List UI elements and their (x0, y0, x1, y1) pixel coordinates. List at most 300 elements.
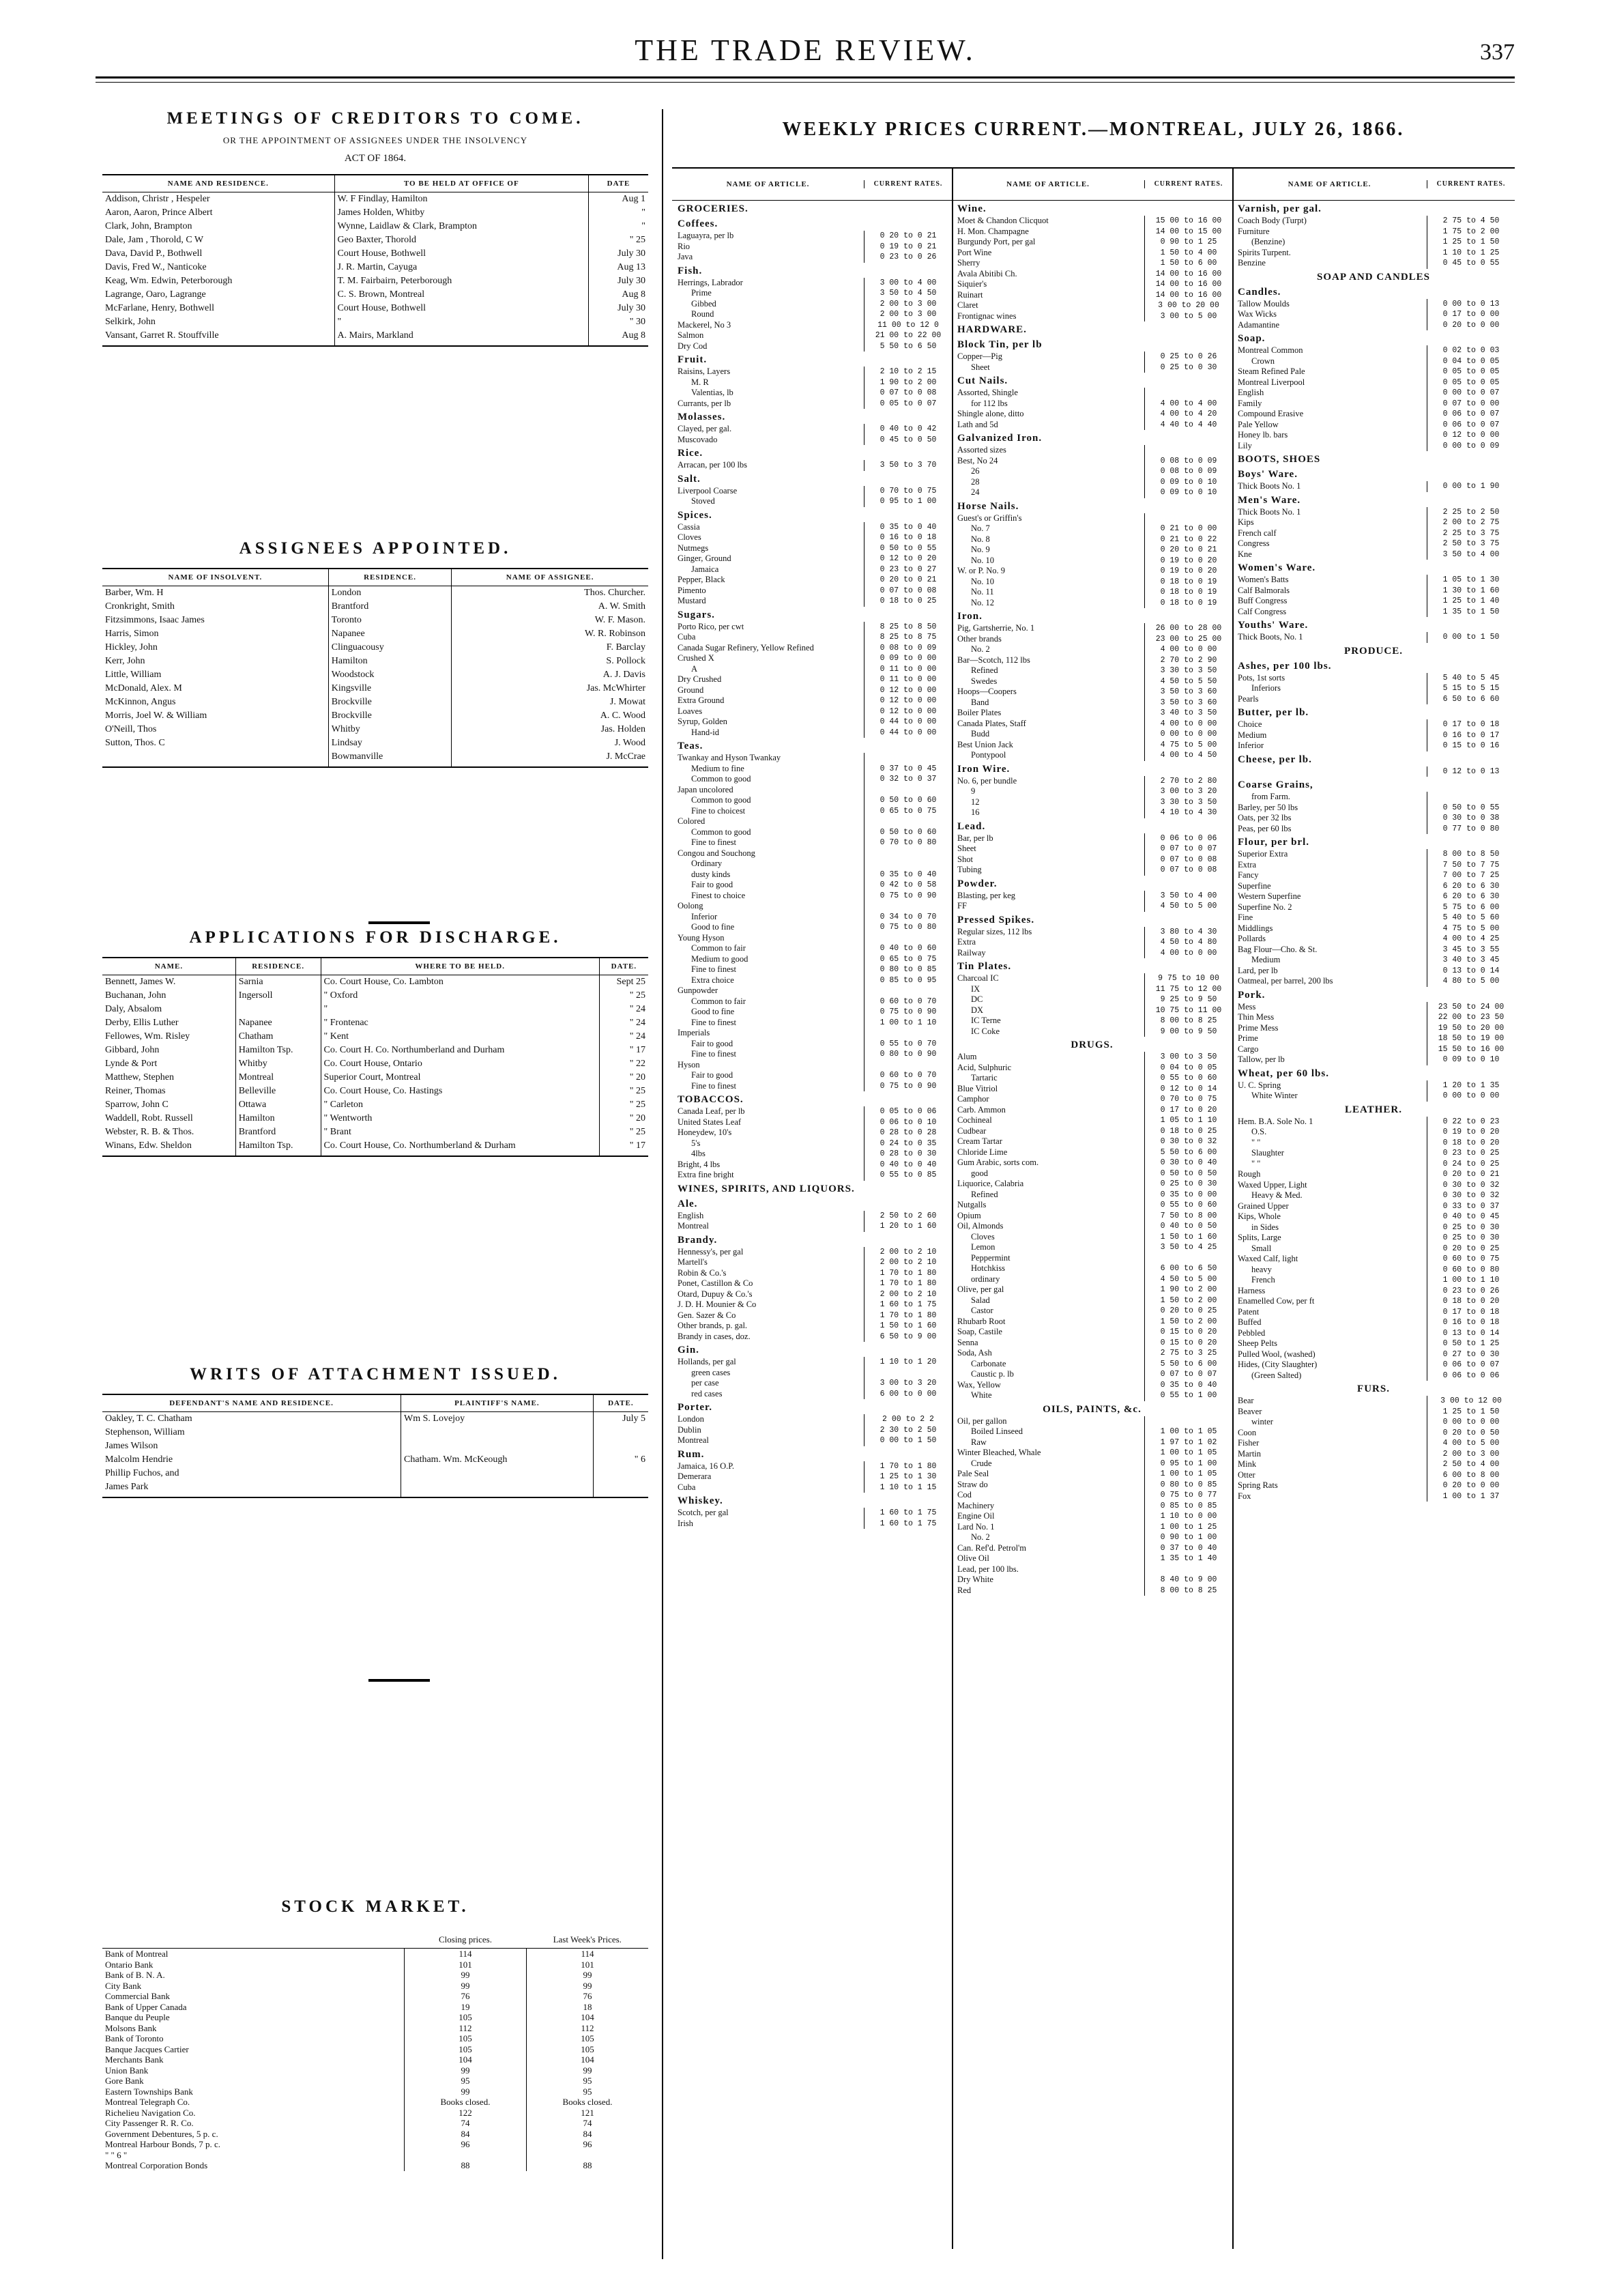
assignees-cell: J. McCrae (452, 750, 648, 767)
meetings-row (102, 315, 648, 329)
discharge-cell: " Frontenac (321, 1016, 599, 1030)
item-rate: 0 23 to 0 25 (1427, 1148, 1515, 1159)
price-item (1232, 607, 1515, 618)
price-item (952, 1532, 1232, 1543)
price-item (1232, 683, 1515, 694)
item-name: IC Terne (971, 1016, 1001, 1025)
discharge-cell: " 20 (599, 1112, 648, 1125)
meetings-row (102, 233, 648, 247)
price-item (672, 1378, 952, 1389)
price-item (1232, 409, 1515, 420)
discharge-cell: Waddell, Robt. Russell (105, 1113, 193, 1123)
price-item (672, 554, 952, 564)
price-item (1232, 356, 1515, 367)
discharge-col-header: RESIDENCE. (235, 958, 321, 975)
item-name: Slaughter (1251, 1148, 1284, 1158)
price-item (952, 1168, 1232, 1179)
header-rule (96, 76, 1515, 78)
meetings-cell: Lagrange, Oaro, Lagrange (105, 289, 206, 300)
discharge-cell: " 25 (599, 1098, 648, 1112)
item-name: Red (957, 1585, 972, 1595)
item-name: Dry White (957, 1575, 993, 1584)
price-item (952, 865, 1232, 876)
item-name: English (678, 1210, 704, 1220)
stock-price: 99 (527, 1981, 649, 1992)
price-item (672, 288, 952, 299)
price-item (952, 1105, 1232, 1116)
price-item (952, 1359, 1232, 1370)
item-rate: 3 00 to 3 20 (864, 1378, 952, 1389)
item-rate (864, 1368, 952, 1379)
item-rate: 0 95 to 1 00 (1144, 1459, 1232, 1469)
price-item (952, 776, 1232, 787)
item-rate (864, 753, 952, 764)
item-name: Robin & Co.'s (678, 1267, 727, 1278)
item-rate: 4 50 to 5 00 (1144, 901, 1232, 912)
item-name: Lemon (971, 1242, 996, 1252)
item-name: Sherry (957, 258, 980, 268)
item-rate: 0 11 to 0 00 (864, 664, 952, 675)
item-name: Hand-id (691, 727, 719, 737)
price-item (952, 556, 1232, 566)
item-name: winter (1251, 1417, 1273, 1426)
meetings-cell: " (334, 315, 588, 329)
item-rate: 0 09 to 0 00 (864, 653, 952, 664)
item-name: Cuba (678, 632, 696, 642)
item-name: Raisins, Layers (678, 367, 731, 376)
item-name: Fancy (1238, 870, 1259, 880)
item-rate: 9 00 to 9 50 (1144, 1027, 1232, 1037)
item-name: Round (691, 309, 714, 319)
price-item (1232, 430, 1515, 441)
discharge-cell: Brantford (235, 1125, 321, 1139)
item-name: Fair to good (691, 880, 733, 889)
stock-name: Bank of B. N. A. (105, 1970, 165, 1980)
stock-row (102, 2097, 648, 2108)
item-rate: 0 34 to 0 70 (864, 912, 952, 923)
writs-cell: Wm S. Lovejoy (401, 1412, 594, 1426)
price-item (1232, 596, 1515, 607)
item-name: Dry Crushed (678, 674, 722, 684)
price-item (672, 859, 952, 870)
item-name: Ruinart (957, 289, 983, 300)
price-item (672, 543, 952, 554)
price-item (672, 1508, 952, 1519)
page-header (96, 33, 1515, 81)
item-name: Honeydew, 10's (678, 1128, 732, 1137)
stock-price: 74 (405, 2118, 527, 2129)
item-rate: 1 50 to 2 00 (1144, 1317, 1232, 1328)
item-name: Lard, per lb (1238, 965, 1278, 975)
meetings-cell: " (589, 220, 648, 233)
discharge-cell: Sparrow, John C (105, 1100, 169, 1110)
assignees-row (102, 723, 648, 736)
item-name: Blue Vitriol (957, 1083, 998, 1093)
meetings-table (102, 174, 648, 347)
item-rate (1427, 792, 1515, 803)
item-rate: 9 75 to 10 00 (1144, 973, 1232, 984)
price-item (672, 1117, 952, 1128)
price-category: Coarse Grains, (1238, 779, 1313, 790)
item-name: Calf Congress (1238, 606, 1287, 616)
item-rate (1144, 513, 1232, 524)
writs-cell (401, 1467, 594, 1480)
item-name: Colored (678, 816, 706, 826)
price-item (1232, 377, 1515, 388)
stock-price: 96 (405, 2139, 527, 2150)
item-name: 4lbs (691, 1149, 706, 1158)
stock-price: 76 (527, 1991, 649, 2002)
price-item (672, 278, 952, 289)
price-item (672, 996, 952, 1007)
item-rate: 0 12 to 0 00 (864, 695, 952, 706)
price-item (672, 1389, 952, 1400)
item-rate: 0 80 to 0 85 (864, 964, 952, 975)
item-rate: 1 60 to 1 75 (864, 1508, 952, 1519)
item-name: Family (1238, 398, 1262, 408)
item-name: United States Leaf (678, 1117, 742, 1127)
meetings-cell: C. S. Brown, Montreal (334, 288, 588, 302)
item-rate: 0 20 to 0 00 (1427, 320, 1515, 331)
stock-name: Bank of Toronto (105, 2033, 164, 2043)
price-item (672, 695, 952, 706)
assignees-row (102, 750, 648, 767)
item-name: Herrings, Labrador (678, 277, 743, 287)
writs-cell: Oakley, T. C. Chatham (105, 1414, 192, 1424)
price-item (672, 1018, 952, 1029)
item-name: Gen. Sazer & Co (678, 1310, 736, 1320)
stock-price: 18 (527, 2002, 649, 2013)
price-category: Spices. (678, 509, 712, 521)
item-name: 9 (971, 786, 976, 796)
price-category: Porter. (678, 1402, 713, 1413)
page-number: 337 (1480, 40, 1515, 65)
item-name: Soap, Castile (957, 1327, 1002, 1336)
price-item (952, 1553, 1232, 1564)
stock-name: Ontario Bank (105, 1959, 154, 1970)
assignees-cell (102, 750, 328, 767)
price-item (1232, 902, 1515, 913)
stock-col-name (102, 1932, 405, 1949)
item-name: Carbonate (971, 1358, 1006, 1368)
item-rate: 4 00 to 5 00 (1427, 1438, 1515, 1449)
item-name: Castor (971, 1306, 993, 1315)
price-item (672, 309, 952, 320)
price-item (952, 948, 1232, 959)
item-rate: 6 20 to 6 30 (1427, 881, 1515, 892)
item-name: 24 (971, 487, 980, 497)
item-rate: 0 90 to 1 25 (1144, 237, 1232, 248)
meetings-cell: Aug 8 (589, 329, 648, 346)
price-category: DRUGS. (1071, 1039, 1114, 1050)
item-rate: 0 09 to 0 10 (1427, 1054, 1515, 1065)
price-item (672, 341, 952, 352)
discharge-row (102, 1071, 648, 1085)
price-item (672, 399, 952, 410)
price-item (672, 964, 952, 975)
item-name: Carb. Ammon (957, 1104, 1006, 1115)
price-item (672, 728, 952, 738)
item-name: heavy (1251, 1264, 1272, 1274)
discharge-cell: Lynde & Port (105, 1059, 158, 1069)
price-category: Lead. (957, 820, 986, 832)
writs-cell (593, 1467, 648, 1480)
discharge-cell: " (321, 1003, 599, 1016)
item-rate: 1 00 to 1 05 (1144, 1469, 1232, 1480)
price-category: Iron Wire. (957, 763, 1011, 775)
discharge-cell: Chatham (235, 1030, 321, 1044)
item-name: Gum Arabic, sorts com. (957, 1158, 1039, 1167)
item-name: Cod (957, 1490, 972, 1499)
discharge-row (102, 1125, 648, 1139)
stock-price: 122 (405, 2108, 527, 2119)
stock-row (102, 2076, 648, 2086)
item-rate: 3 50 to 3 60 (1144, 698, 1232, 708)
price-item (672, 717, 952, 728)
item-rate: 0 25 to 0 30 (1144, 1179, 1232, 1190)
item-rate: 0 04 to 0 05 (1144, 1063, 1232, 1074)
item-name: Straw do (957, 1479, 988, 1489)
price-item (1232, 1148, 1515, 1159)
item-rate: 0 06 to 0 10 (864, 1117, 952, 1128)
price-item (1232, 1127, 1515, 1138)
price-item (672, 1081, 952, 1092)
discharge-cell: Hamilton Tsp. (235, 1044, 321, 1057)
price-item (952, 1242, 1232, 1253)
stock-price: 95 (405, 2076, 527, 2086)
discharge-cell: " 17 (599, 1139, 648, 1156)
price-item (1232, 1317, 1515, 1328)
writs-row (102, 1426, 648, 1439)
price-item (672, 1060, 952, 1071)
price-item (1232, 730, 1515, 741)
item-name: Lead, per 100 lbs. (957, 1564, 1019, 1574)
item-rate: 0 12 to 0 00 (1427, 430, 1515, 441)
assignees-col-header: NAME OF INSOLVENT. (102, 569, 328, 586)
price-item (672, 954, 952, 965)
price-item (952, 1327, 1232, 1338)
item-name: Thin Mess (1238, 1012, 1275, 1022)
assignees-cell: McKinnon, Angus (105, 697, 176, 707)
item-name: Inferior (1238, 741, 1264, 750)
price-item (672, 764, 952, 775)
item-rate: 0 07 to 0 08 (864, 388, 952, 399)
stock-price: 112 (405, 2023, 527, 2034)
price-item (952, 1147, 1232, 1158)
stock-row (102, 2086, 648, 2097)
item-name: Alum (957, 1052, 977, 1061)
stock-price: 99 (527, 1970, 649, 1981)
price-category: PRODUCE. (1344, 645, 1403, 657)
assignees-cell: A. C. Wood (452, 709, 648, 723)
price-item (1232, 803, 1515, 814)
item-rate: 0 09 to 0 10 (1144, 477, 1232, 488)
item-rate: 0 12 to 0 20 (864, 554, 952, 564)
price-item (672, 1149, 952, 1160)
item-rate: 0 11 to 0 00 (864, 674, 952, 685)
stock-row (102, 2129, 648, 2140)
price-category: Butter, per lb. (1238, 707, 1309, 718)
price-category: WINES, SPIRITS, AND LIQUORS. (678, 1183, 855, 1194)
price-category: Sugars. (678, 609, 715, 620)
item-rate: 0 00 to 0 09 (1427, 441, 1515, 452)
meetings-col-header: DATE (589, 175, 648, 192)
item-name: Japan uncolored (678, 784, 733, 794)
item-name: Common to good (691, 827, 751, 837)
discharge-cell: " Carleton (321, 1098, 599, 1112)
item-rate: 1 10 to 0 00 (1144, 1511, 1232, 1522)
item-rate: 0 19 to 0 20 (1427, 1127, 1515, 1138)
price-item (672, 1106, 952, 1117)
price-item (672, 706, 952, 717)
item-rate: 5 50 to 6 00 (1144, 1147, 1232, 1158)
price-item (952, 1253, 1232, 1264)
item-name: Hyson (678, 1059, 700, 1070)
item-name: Fox (1238, 1491, 1251, 1501)
price-item (1232, 1080, 1515, 1091)
price-item (952, 300, 1232, 311)
item-name: Fine to finest (691, 964, 736, 974)
item-rate: 6 50 to 6 60 (1427, 694, 1515, 705)
item-rate: 14 00 to 16 00 (1144, 279, 1232, 290)
price-item (672, 622, 952, 633)
discharge-col-header: DATE. (599, 958, 648, 975)
item-rate: 0 44 to 0 00 (864, 728, 952, 738)
item-name: Tartaric (971, 1073, 998, 1082)
item-name: Cloves (678, 532, 701, 542)
discharge-row (102, 1044, 648, 1057)
stock-name: Montreal Corporation Bonds (105, 2160, 208, 2170)
price-item (1232, 1286, 1515, 1297)
item-rate: 1 60 to 1 75 (864, 1519, 952, 1530)
item-name: Shot (957, 854, 973, 864)
item-name: Ground (678, 685, 704, 695)
item-rate: 4 00 to 0 00 (1144, 948, 1232, 959)
price-item (952, 566, 1232, 577)
price-item (952, 598, 1232, 609)
meetings-row (102, 220, 648, 233)
item-name: Prime Mess (1238, 1022, 1279, 1033)
price-item (672, 827, 952, 838)
item-name: Hides, (City Slaughter) (1238, 1360, 1318, 1369)
price-item (952, 290, 1232, 301)
price-category: Whiskey. (678, 1495, 723, 1506)
price-category: Powder. (957, 878, 998, 889)
item-name: W. or P. No. 9 (957, 566, 1006, 575)
item-name: 16 (971, 807, 980, 817)
item-name: Crushed X (678, 653, 714, 663)
stock-price: 101 (405, 1960, 527, 1970)
item-rate (864, 859, 952, 870)
price-item (1232, 420, 1515, 431)
meetings-cell: W. F Findlay, Hamilton (334, 192, 588, 207)
item-rate: 2 30 to 2 50 (864, 1425, 952, 1436)
price-item (1232, 367, 1515, 377)
item-rate: 1 50 to 1 60 (864, 1321, 952, 1332)
item-name: Rio (678, 241, 691, 251)
item-name: Pebbled (1238, 1328, 1266, 1338)
writs-row (102, 1480, 648, 1497)
price-item (672, 532, 952, 543)
item-rate: 0 18 to 0 19 (1144, 598, 1232, 609)
item-rate: 3 00 to 20 00 (1144, 300, 1232, 311)
item-name: FF (957, 901, 967, 910)
item-name: Liquorice, Calabria (957, 1179, 1024, 1188)
meetings-cell: Aaron, Aaron, Prince Albert (105, 207, 213, 218)
stock-name: Merchants Bank (105, 2054, 164, 2065)
item-rate: 0 60 to 0 70 (864, 996, 952, 1007)
item-name: Common to fair (691, 996, 746, 1006)
stock-price: 114 (405, 1949, 527, 1960)
price-item (1232, 1222, 1515, 1233)
item-name: Fisher (1238, 1438, 1260, 1448)
meetings-cell: McFarlane, Henry, Bothwell (105, 303, 215, 313)
item-rate: 0 45 to 0 55 (1427, 258, 1515, 269)
stock-row (102, 2150, 648, 2161)
item-rate (864, 1028, 952, 1039)
stock-col-last: Last Week's Prices. (527, 1932, 649, 1949)
item-rate: 1 25 to 1 40 (1427, 596, 1515, 607)
item-rate: 0 25 to 0 30 (1427, 1222, 1515, 1233)
item-rate: 0 05 to 0 05 (1427, 367, 1515, 377)
price-item (952, 1016, 1232, 1027)
item-rate: 0 21 to 0 00 (1144, 523, 1232, 534)
item-name: (Benzine) (1251, 237, 1285, 246)
price-item (952, 984, 1232, 995)
stock-row (102, 2160, 648, 2171)
price-item (672, 806, 952, 817)
item-name: French calf (1238, 528, 1277, 538)
item-rate: 0 16 to 0 18 (1427, 1317, 1515, 1328)
discharge-row (102, 1112, 648, 1125)
meetings-cell: Wynne, Laidlaw & Clark, Brampton (334, 220, 588, 233)
meetings-cell: Vansant, Garret R. Stouffville (102, 329, 334, 346)
item-rate: 0 08 to 0 09 (1144, 466, 1232, 477)
meetings-col-header: NAME AND RESIDENCE. (102, 175, 334, 192)
item-rate: 0 55 to 0 85 (864, 1170, 952, 1181)
item-rate: 2 00 to 3 00 (864, 309, 952, 320)
item-name: Superfine (1238, 880, 1271, 891)
price-category: Wheat, per 60 lbs. (1238, 1067, 1329, 1079)
item-name: Martell's (678, 1257, 708, 1267)
meetings-row (102, 192, 648, 207)
assignees-title: ASSIGNEES APPOINTED. (239, 539, 512, 558)
price-item (952, 1564, 1232, 1575)
item-rate: 0 12 to 0 00 (864, 685, 952, 696)
item-name: No. 2 (971, 1532, 990, 1542)
item-name: Extra (1238, 859, 1257, 870)
item-name: Demerara (678, 1472, 712, 1481)
item-name: Buff Congress (1238, 596, 1288, 605)
item-name: " " (1251, 1158, 1261, 1168)
item-rate: 0 37 to 0 40 (1144, 1543, 1232, 1554)
item-rate: 0 07 to 0 08 (864, 586, 952, 597)
item-name: Kne (1238, 549, 1252, 559)
item-name: Heavy & Med. (1251, 1190, 1303, 1200)
item-name: Spring Rats (1238, 1480, 1278, 1490)
price-item (1232, 528, 1515, 539)
assignees-col-header: NAME OF ASSIGNEE. (452, 569, 648, 586)
item-name: Port Wine (957, 247, 992, 257)
price-item (672, 1221, 952, 1232)
writs-title: WRITS OF ATTACHMENT ISSUED. (190, 1365, 561, 1383)
item-name: Siquier's (957, 279, 987, 289)
item-rate: 14 00 to 15 00 (1144, 227, 1232, 238)
item-name: Lily (1238, 440, 1252, 450)
item-name: red cases (691, 1388, 723, 1398)
stock-name: Molsons Bank (105, 2022, 157, 2033)
price-item (672, 933, 952, 944)
